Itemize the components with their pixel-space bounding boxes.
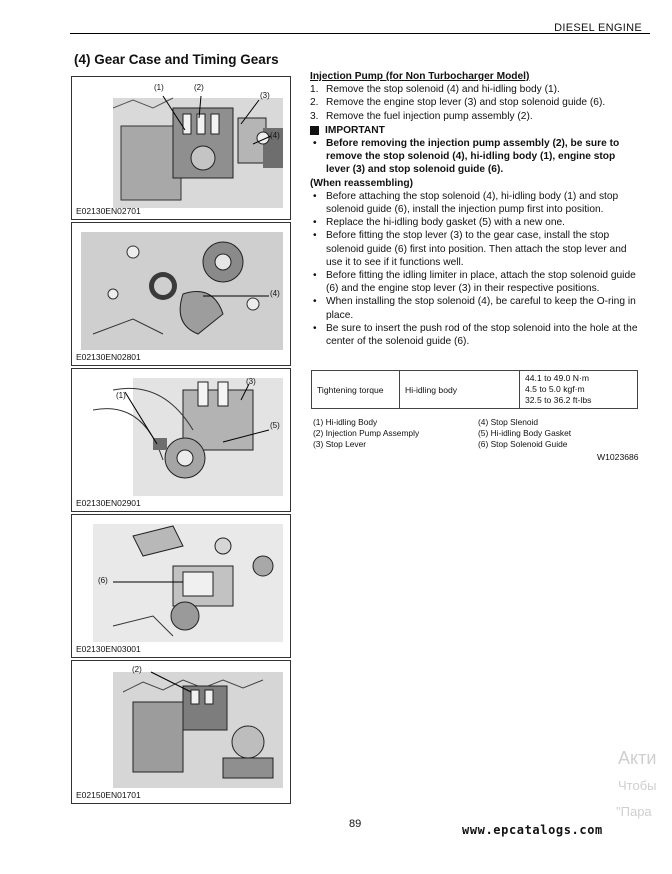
injection-pump-photo-icon xyxy=(73,78,291,220)
parts-legend xyxy=(313,417,643,450)
legend-item: (6) Stop Solenoid Guide xyxy=(478,439,568,449)
callout-1: (1) xyxy=(154,83,164,92)
figure-code: E02130EN02801 xyxy=(76,352,141,362)
legend-item: (4) Stop Slenoid xyxy=(478,417,539,427)
callout-3: (3) xyxy=(246,377,256,386)
document-id: W1023686 xyxy=(597,452,639,462)
step-item: 2. Remove the engine stop lever (3) and stop solenoid guide (6). xyxy=(310,97,606,109)
watermark-line: Акти xyxy=(618,748,657,768)
callout-4: (4) xyxy=(270,289,280,298)
section-title: (4) Gear Case and Timing Gears xyxy=(74,52,279,67)
legend-item: (5) Hi-idling Body Gasket xyxy=(478,428,572,438)
square-bullet-icon xyxy=(310,126,319,135)
list-item: • Before attaching the stop solenoid (4), hi-idling body (1) and stop solenoid guide (6), install the injection pump first into position. xyxy=(313,190,619,216)
figure-gear-case xyxy=(71,222,291,366)
legend-item: (2) Injection Pump Assemply xyxy=(313,428,420,438)
torque-label: Tightening torque xyxy=(312,371,400,409)
steps-list xyxy=(310,83,640,123)
list-item: • Replace the hi-idling body gasket (5) with a new one. xyxy=(313,217,565,229)
figure-solenoid-guide xyxy=(71,514,291,658)
stop-solenoid-photo-icon xyxy=(73,370,291,512)
list-item: • Before removing the injection pump assembly (2), be sure to remove the stop solenoid (4), hi-idling body (1), engine stop lever (3) and stop solenoid guide (6). xyxy=(313,138,620,176)
figure-injection-pump xyxy=(71,76,291,220)
reassembling-list xyxy=(310,190,640,348)
important-list xyxy=(310,137,640,177)
callout-5: (5) xyxy=(270,421,280,430)
figure-code: E02130EN03001 xyxy=(76,644,141,654)
important-heading: IMPORTANT xyxy=(310,124,640,137)
table-row xyxy=(312,371,638,409)
watermark-line: Чтобы xyxy=(618,778,657,793)
step-item: 1. Remove the stop solenoid (4) and hi-idling body (1). xyxy=(310,84,560,96)
figure-code: E02130EN02701 xyxy=(76,206,141,216)
fuel-pump-photo-icon xyxy=(73,662,291,804)
site-url: www.epcatalogs.com xyxy=(462,823,603,837)
torque-item: Hi-idling body xyxy=(400,371,520,409)
callout-2: (2) xyxy=(194,83,204,92)
reassembling-heading: (When reassembling) xyxy=(310,177,414,189)
list-item: • Before fitting the idling limiter in place, attach the stop solenoid guide (6) and the engine stop lever (3) in their respective positions. xyxy=(313,270,636,295)
list-item: • Before fitting the stop lever (3) to the gear case, install the stop solenoid guide (6) first into position. Then attach the stop lever and use it to see if it functions well. xyxy=(313,230,627,268)
figure-code: E02130EN02901 xyxy=(76,498,141,508)
list-item: • Be sure to insert the push rod of the stop solenoid into the hole at the center of the solenoid guide (6). xyxy=(313,322,638,348)
subsection-title: Injection Pump (for Non Turbocharger Model) xyxy=(310,71,530,82)
step-item: 3. Remove the fuel injection pump assembly (2). xyxy=(310,110,533,122)
list-item: • When installing the stop solenoid (4), be careful to keep the O-ring in place. xyxy=(313,296,636,321)
running-head: DIESEL ENGINE xyxy=(554,22,642,34)
figure-code: E02150EN01701 xyxy=(76,790,141,800)
page-number: 89 xyxy=(349,818,362,830)
figure-fuel-pump xyxy=(71,660,291,804)
callout-1: (1) xyxy=(116,391,126,400)
solenoid-guide-photo-icon xyxy=(73,516,291,658)
procedure-text xyxy=(310,70,640,348)
callout-2: (2) xyxy=(132,665,142,674)
legend-item: (1) Hi-idling Body xyxy=(313,417,378,427)
torque-values: 44.1 to 49.0 N·m 4.5 to 5.0 kgf·m 32.5 to 36.2 ft-lbs xyxy=(520,371,638,409)
gear-case-photo-icon xyxy=(73,224,291,366)
legend-item: (3) Stop Lever xyxy=(313,439,367,449)
callout-6: (6) xyxy=(98,576,108,585)
watermark-line: "Пара xyxy=(616,804,652,819)
callout-4: (4) xyxy=(270,131,280,140)
callout-3: (3) xyxy=(260,91,270,100)
torque-table xyxy=(311,370,638,409)
figure-stop-solenoid xyxy=(71,368,291,512)
